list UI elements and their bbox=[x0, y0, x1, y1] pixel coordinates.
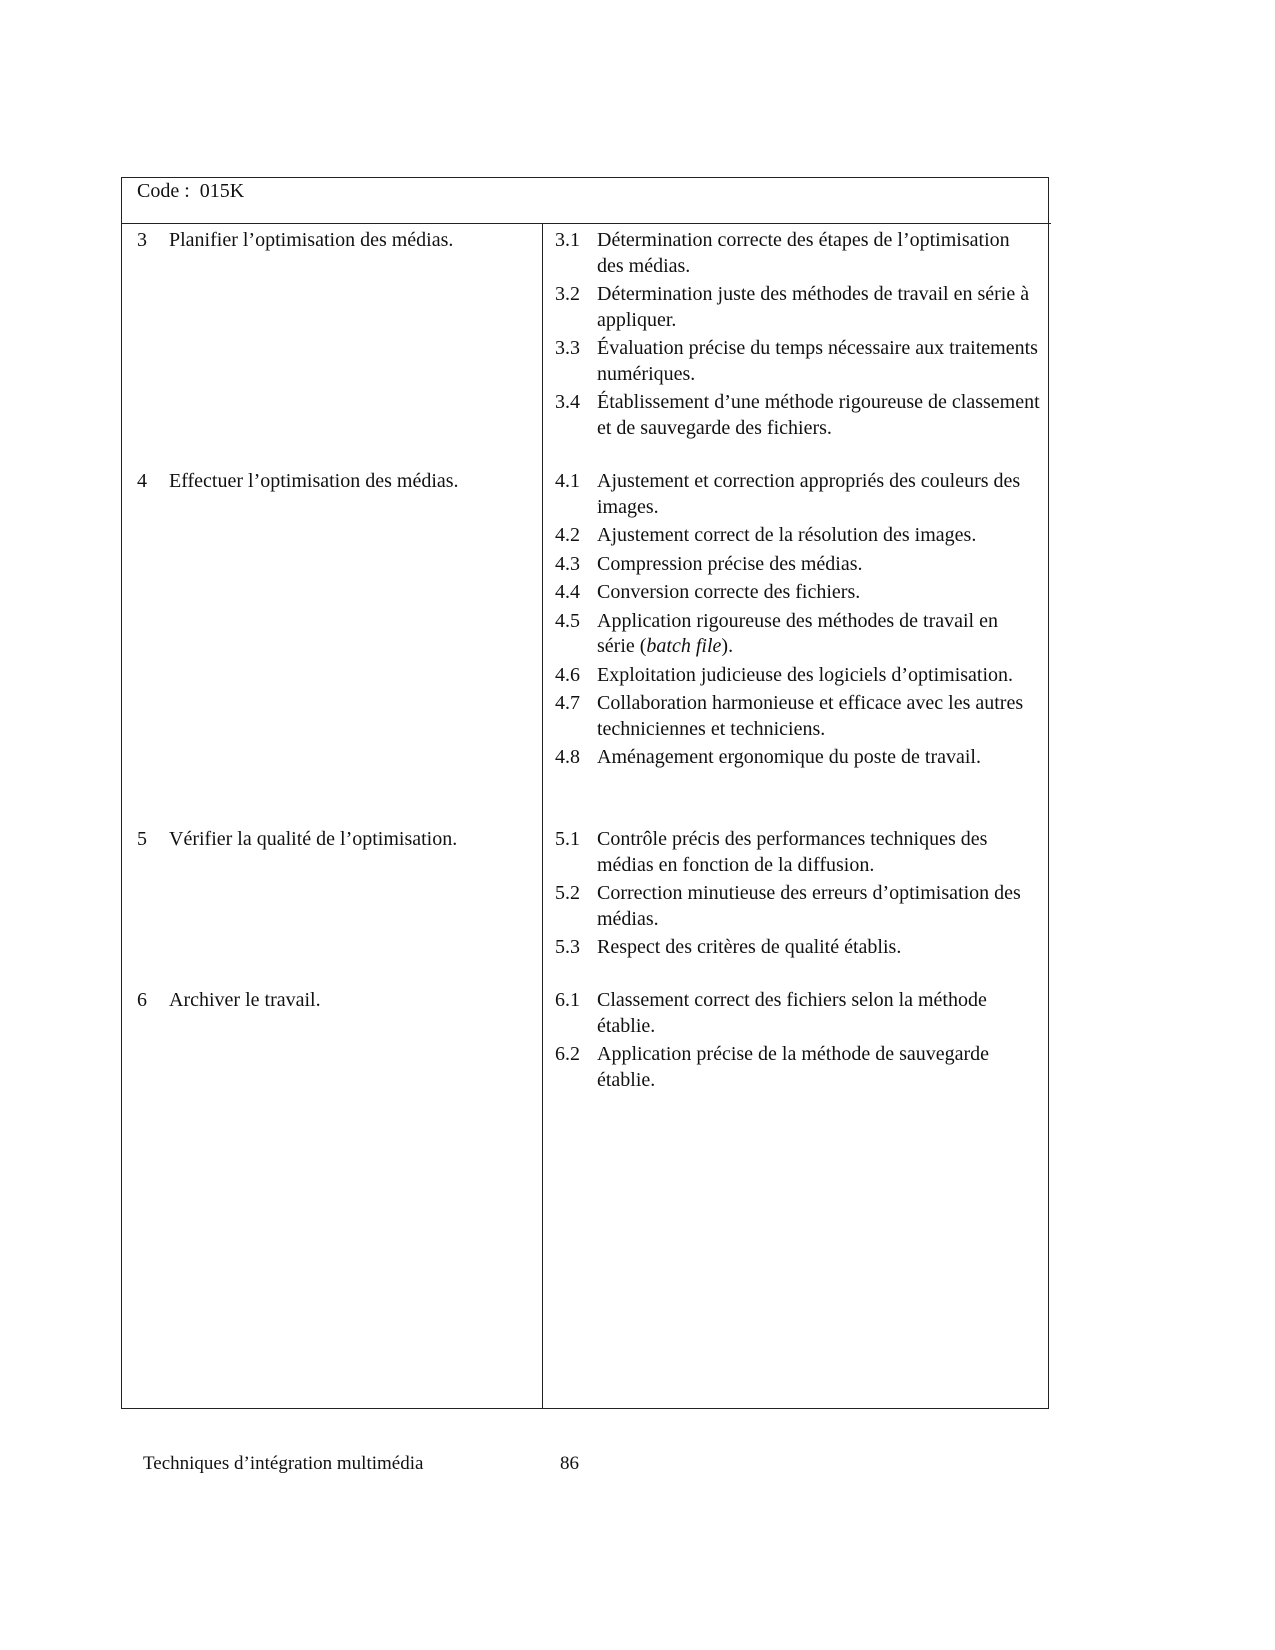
criterion-number: 5.1 bbox=[555, 828, 580, 850]
criterion-number: 4.3 bbox=[555, 552, 580, 575]
criterion-number: 3.4 bbox=[555, 391, 580, 413]
criterion-italic: batch file bbox=[646, 635, 722, 657]
competence-item bbox=[137, 469, 459, 494]
competence-number: 6 bbox=[137, 989, 147, 1011]
competence-number: 5 bbox=[137, 828, 147, 850]
criterion-text: Correction minutieuse des erreurs d’optimisation des médias. bbox=[597, 882, 1021, 930]
criterion-number: 4.2 bbox=[555, 524, 580, 546]
criterion-item bbox=[555, 580, 1040, 606]
criterion-item bbox=[555, 336, 1040, 387]
footer-title: Techniques d’intégration multimédia bbox=[143, 1453, 424, 1474]
code-label: Code : bbox=[137, 180, 190, 202]
competence-number: 3 bbox=[137, 229, 147, 251]
criterion-number: 4.6 bbox=[555, 663, 580, 686]
criterion-item bbox=[555, 827, 1040, 878]
criterion-number: 4.4 bbox=[555, 581, 580, 603]
criterion-item bbox=[555, 523, 1040, 549]
criteria-list bbox=[555, 228, 1040, 444]
criterion-text: Détermination correcte des étapes de l’optimisation des médias. bbox=[597, 229, 1010, 277]
criterion-text: Détermination juste des méthodes de travail en série à appliquer. bbox=[597, 283, 1030, 331]
criterion-number: 6.1 bbox=[555, 989, 580, 1011]
criterion-text: Compression précise des médias. bbox=[597, 552, 863, 575]
criterion-number: 3.2 bbox=[555, 283, 580, 305]
criterion-number: 3.3 bbox=[555, 337, 580, 359]
criterion-number: 5.2 bbox=[555, 882, 580, 904]
criterion-item bbox=[555, 881, 1040, 932]
criterion-number: 3.1 bbox=[555, 229, 580, 251]
competence-text: Effectuer l’optimisation des médias. bbox=[169, 470, 459, 492]
code-value: 015K bbox=[199, 180, 245, 202]
criterion-text: Contrôle précis des performances techniques des médias en fonction de la diffusion. bbox=[597, 828, 988, 876]
criterion-number: 4.8 bbox=[555, 746, 580, 768]
competence-text: Planifier l’optimisation des médias. bbox=[169, 229, 454, 251]
criterion-text: Aménagement ergonomique du poste de travail. bbox=[597, 746, 981, 768]
criterion-item bbox=[555, 552, 1040, 578]
criterion-number: 5.3 bbox=[555, 936, 580, 958]
criterion-item bbox=[555, 691, 1040, 742]
criterion-text: Respect des critères de qualité établis. bbox=[597, 936, 902, 958]
page-number: 86 bbox=[560, 1453, 579, 1474]
criterion-item bbox=[555, 1042, 1040, 1093]
competence-item bbox=[137, 228, 453, 253]
criterion-text: Application précise de la méthode de sauvegarde établie. bbox=[597, 1043, 990, 1091]
criterion-text: Application rigoureuse des méthodes de travail en série ( bbox=[597, 609, 998, 657]
criterion-text: Ajustement et correction appropriés des couleurs des images. bbox=[597, 470, 1021, 518]
header-divider bbox=[121, 223, 1051, 224]
criterion-text: Ajustement correct de la résolution des images. bbox=[597, 524, 977, 546]
criterion-item bbox=[555, 390, 1040, 441]
criterion-text-end: ). bbox=[721, 635, 734, 657]
criterion-text: Exploitation judicieuse des logiciels d’optimisation. bbox=[597, 663, 1014, 686]
criterion-item bbox=[555, 282, 1040, 333]
code-header bbox=[137, 179, 244, 203]
criterion-number: 4.7 bbox=[555, 692, 580, 714]
criterion-text: Évaluation précise du temps nécessaire aux traitements numériques. bbox=[597, 337, 1038, 385]
criterion-text: Collaboration harmonieuse et efficace avec les autres techniciennes et techniciens. bbox=[597, 692, 1024, 740]
competence-number: 4 bbox=[137, 470, 147, 492]
column-divider bbox=[542, 224, 543, 1408]
criterion-item bbox=[555, 988, 1040, 1039]
criterion-item bbox=[555, 469, 1040, 520]
criterion-item bbox=[555, 745, 1040, 771]
competence-item bbox=[137, 988, 321, 1013]
criterion-item bbox=[555, 663, 1040, 689]
competence-text: Vérifier la qualité de l’optimisation. bbox=[169, 828, 458, 850]
criteria-list bbox=[555, 469, 1040, 774]
criterion-number: 6.2 bbox=[555, 1043, 580, 1065]
criterion-number: 4.1 bbox=[555, 470, 580, 492]
criteria-list bbox=[555, 988, 1040, 1096]
criterion-number: 4.5 bbox=[555, 609, 580, 632]
criterion-item bbox=[555, 609, 1040, 660]
criterion-item bbox=[555, 935, 1040, 961]
criterion-item bbox=[555, 228, 1040, 279]
criterion-text: Établissement d’une méthode rigoureuse de classement et de sauvegarde des fichiers. bbox=[597, 391, 1040, 439]
criteria-list bbox=[555, 827, 1040, 964]
competence-item bbox=[137, 827, 457, 852]
criterion-text: Conversion correcte des fichiers. bbox=[597, 581, 861, 603]
criterion-text: Classement correct des fichiers selon la méthode établie. bbox=[597, 989, 987, 1037]
competence-text: Archiver le travail. bbox=[169, 989, 321, 1011]
